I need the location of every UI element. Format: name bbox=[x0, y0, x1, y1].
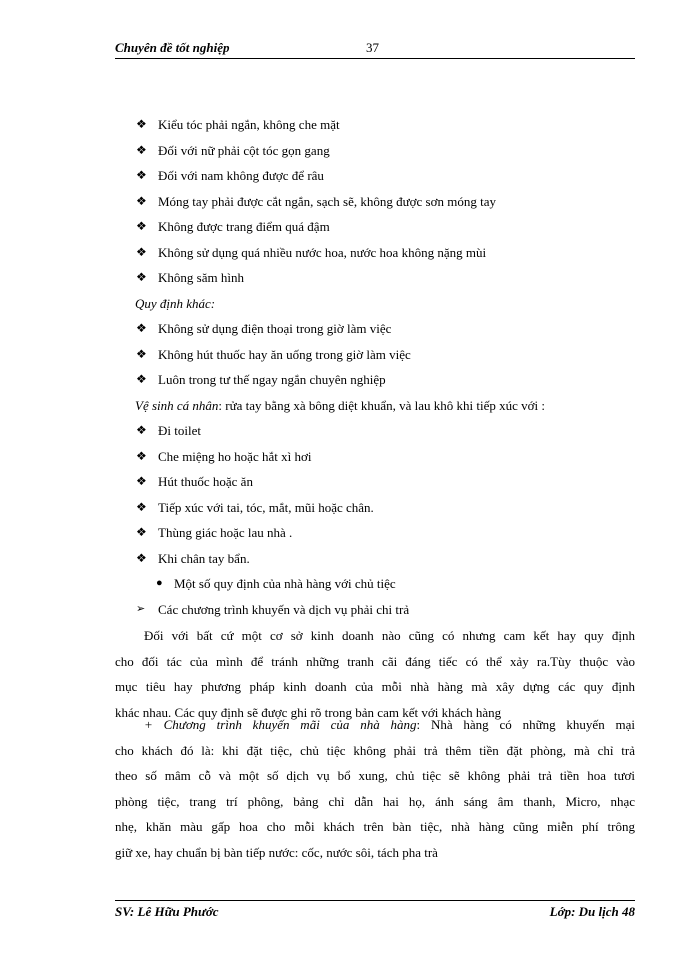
paragraph-line: theo số mâm cỗ và một số dịch vụ bổ xung, chủ tiệc sẽ không phải trả tiền hoa tươi bbox=[115, 768, 635, 783]
diamond-star-bullet-icon: ❖ bbox=[136, 423, 147, 437]
page-number: 37 bbox=[366, 40, 379, 55]
section-heading-other-rules: Quy định khác: bbox=[135, 295, 216, 311]
diamond-star-bullet-icon: ❖ bbox=[136, 244, 147, 259]
list-item: ❖ Không được trang điểm quá đậm bbox=[136, 214, 636, 240]
diamond-star-bullet-icon: ❖ bbox=[136, 346, 147, 361]
paragraph-line bbox=[115, 712, 635, 738]
paragraph-line: khác nhau. Các quy định sẽ được ghi rõ trong bản cam kết với khách hàng bbox=[115, 704, 502, 720]
diamond-star-bullet-icon: ❖ bbox=[136, 193, 147, 208]
diamond-star-bullet-icon: ❖ bbox=[136, 219, 147, 233]
paragraph-line: cho khách đó là: khi đặt tiệc, chủ tiệc không phải trả thêm tiền đặt phòng, mà chỉ trả bbox=[115, 742, 635, 758]
diamond-star-bullet-icon: ❖ bbox=[136, 270, 147, 284]
diamond-star-bullet-icon: ❖ bbox=[136, 525, 147, 539]
page-footer bbox=[115, 904, 635, 922]
list-item: ❖ Che miệng ho hoặc hắt xì hơi bbox=[136, 444, 636, 470]
promotions-lead-rest: : Nhà hàng có những khuyến mại bbox=[416, 717, 635, 732]
diamond-star-bullet-icon: ❖ bbox=[136, 550, 147, 565]
hygiene-intro bbox=[135, 393, 636, 419]
list-item: ❖ Thùng giác hoặc lau nhà . bbox=[136, 520, 636, 546]
list-item: ❖ Không hút thuốc hay ăn uống trong giờ làm việc bbox=[136, 342, 636, 368]
diamond-star-bullet-icon: ❖ bbox=[136, 499, 147, 514]
document-title: Chuyên đề tốt nghiệp bbox=[115, 40, 230, 55]
paragraph-promotions bbox=[115, 712, 635, 865]
list-item-promotions: ➢ Các chương trình khuyến và dịch vụ phải chi trả bbox=[136, 597, 636, 623]
promotions-lead: + Chương trình khuyến mãi của nhà hàng bbox=[144, 717, 417, 732]
class-name: Lớp: Du lịch 48 bbox=[549, 904, 635, 919]
list-item: ❖ Không sử dụng điện thoại trong giờ làm việc bbox=[136, 316, 636, 342]
page-header bbox=[115, 40, 635, 58]
paragraph-line: mục tiêu hay phương pháp kinh doanh của mỗi nhà hàng mà xây dựng các quy định bbox=[115, 679, 635, 694]
list-item: ❖ Khi chân tay bẩn. bbox=[136, 546, 636, 572]
list-item: ❖ Tiếp xúc với tai, tóc, mắt, mũi hoặc chân. bbox=[136, 495, 636, 521]
list-item: ❖ Đi toilet bbox=[136, 418, 636, 444]
header-rule bbox=[115, 58, 635, 59]
list-item: ❖ Không sử dụng quá nhiều nước hoa, nước hoa không nặng mùi bbox=[136, 240, 636, 266]
list-item: ❖ Hút thuốc hoặc ăn bbox=[136, 469, 636, 495]
paragraph-commitments bbox=[115, 623, 635, 725]
list-item: ❖ Kiểu tóc phải ngắn, không che mặt bbox=[136, 112, 636, 138]
diamond-star-bullet-icon: ❖ bbox=[136, 321, 147, 335]
diamond-star-bullet-icon: ❖ bbox=[136, 117, 147, 131]
arrow-bullet-icon: ➢ bbox=[136, 602, 146, 615]
student-name: SV: Lê Hữu Phước bbox=[115, 904, 219, 919]
round-bullet-icon: ● bbox=[156, 577, 163, 589]
paragraph-line: nhẹ, khăn màu gấp hoa cho mỗi khách trên bàn tiệc, nhà hàng cũng miễn phí trông bbox=[115, 819, 635, 834]
paragraph-line: giữ xe, hay chuẩn bị bàn tiếp nước: cốc, nước sôi, tách pha trà bbox=[115, 844, 438, 860]
diamond-star-bullet-icon: ❖ bbox=[136, 372, 147, 386]
body-content bbox=[136, 112, 636, 622]
list-item: ❖ Đối với nữ phải cột tóc gọn gang bbox=[136, 138, 636, 164]
diamond-star-bullet-icon: ❖ bbox=[136, 142, 147, 157]
hygiene-text: : rửa tay bằng xà bông diệt khuẩn, và lau khô khi tiếp xúc với : bbox=[218, 397, 545, 413]
list-item: ❖ Móng tay phải được cắt ngắn, sạch sẽ, không được sơn móng tay bbox=[136, 189, 636, 215]
list-item: ❖ Luôn trong tư thế ngay ngắn chuyên nghiệp bbox=[136, 367, 636, 393]
diamond-star-bullet-icon: ❖ bbox=[136, 168, 147, 182]
diamond-star-bullet-icon: ❖ bbox=[136, 474, 147, 488]
paragraph-line: phòng tiệc, trang trí phông, bảng chỉ dẫn hai họ, ánh sáng âm thanh, Micro, nhạc bbox=[115, 793, 635, 809]
paragraph-line: Đối với bất cứ một cơ sở kinh doanh nào cũng có nhưng cam kết hay quy định bbox=[144, 628, 635, 643]
list-item: ❖ Không săm hình bbox=[136, 265, 636, 291]
list-item: ❖ Đối với nam không được để râu bbox=[136, 163, 636, 189]
diamond-star-bullet-icon: ❖ bbox=[136, 448, 147, 463]
paragraph-line: cho đối tác của mình để tránh những tranh cãi đáng tiếc có thể xảy ra.Tùy thuộc vào bbox=[115, 653, 635, 669]
list-item-restaurant-rules: ● Một số quy định của nhà hàng với chủ tiệc bbox=[136, 571, 636, 597]
footer-rule bbox=[115, 900, 635, 901]
hygiene-label: Vệ sinh cá nhân bbox=[135, 397, 219, 413]
